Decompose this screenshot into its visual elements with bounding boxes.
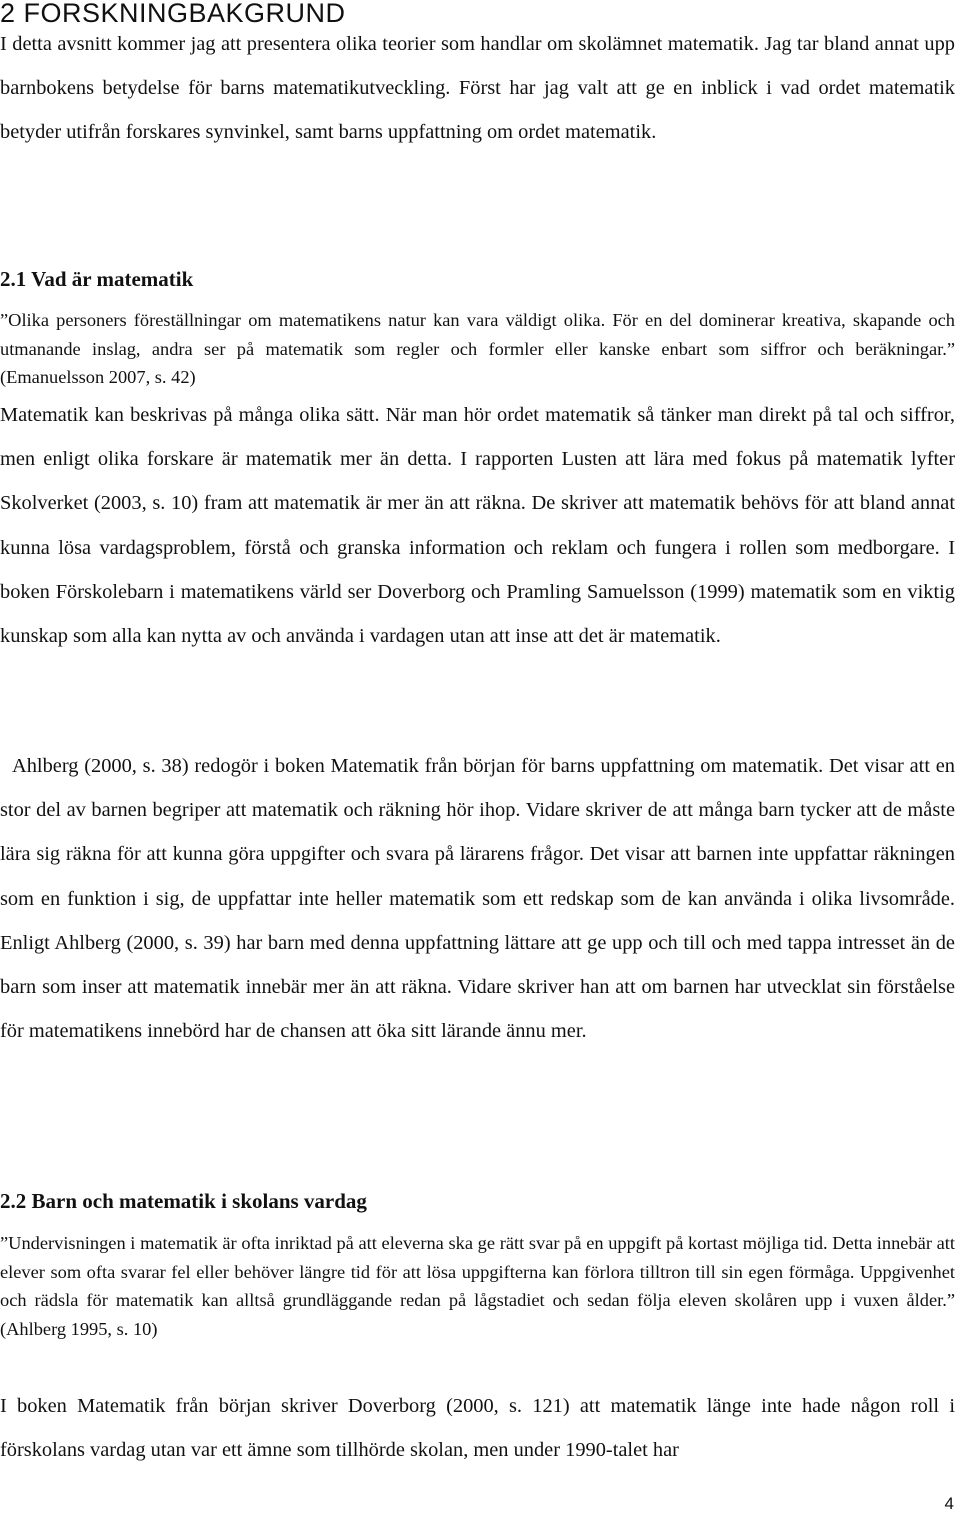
body-paragraph: Ahlberg (2000, s. 38) redogör i boken Matematik från början för barns uppfattning om matematik. Det visar att en stor del av barnen begriper att matematik och räkning hör ihop. Vidare skriver de att många barn tycker att de måste lära sig räkna för att kunna göra uppgifter och svara på lärarens frågor. Det visar att barnen inte uppfattar räkningen som en funktion i sig, de uppfattar inte heller matematik som ett redskap som de kan använda i olika livsområde. Enligt Ahlberg (2000, s. 39) har barn med denna uppfattning lättare att ge upp och till och med tappa intresset än de barn som inser att matematik innebär mer än att räkna. Vidare skriver han att om barnen har utvecklat sin förståelse för matematikens innebörd har de chansen att öka sitt lärande ännu mer. <box>0 755 955 1043</box>
block-quote: ”Undervisningen i matematik är ofta inriktad på att eleverna ska ge rätt svar på en uppgift på kortast möjliga tid. Detta innebär att elever som ofta svarar fel eller behöver längre tid för att lösa uppgifterna kan förlora tilltron till sin egen förmåga. Uppgivenhet och rädsla för matematik kan alltså grundläggande redan på lågstadiet och sedan följa eleven skolåren upp i vuxen ålder.” (Ahlberg 1995, s. 10) <box>0 1233 955 1339</box>
intro-paragraph: I detta avsnitt kommer jag att presentera olika teorier som handlar om skolämnet matematik. Jag tar bland annat upp barnbokens betydelse för barns matematikutveckling. Först har jag valt att ge en inblick i vad ordet matematik betyder utifrån forskares synvinkel, samt barns uppfattning om ordet matematik. <box>0 33 955 144</box>
block-quote: ”Olika personers föreställningar om matematikens natur kan vara väldigt olika. För en del dominerar kreativa, skapande och utmanande inslag, andra ser på matematik som regler och formler eller kanske enbart som siffror och beräkningar.” (Emanuelsson 2007, s. 42) <box>0 310 955 388</box>
body-paragraph: I boken Matematik från början skriver Doverborg (2000, s. 121) att matematik länge inte hade någon roll i förskolans vardag utan var ett ämne som tillhörde skolan, men under 1990-talet har <box>0 1395 955 1462</box>
section-heading: 2.2 Barn och matematik i skolans vardag <box>0 1189 367 1213</box>
chapter-heading: 2 FORSKNINGBAKGRUND <box>0 0 346 28</box>
section-heading: 2.1 Vad är matematik <box>0 267 194 291</box>
body-paragraph: Matematik kan beskrivas på många olika sätt. När man hör ordet matematik så tänker man direkt på tal och siffror, men enligt olika forskare är matematik mer än detta. I rapporten Lusten att lära med fokus på matematik lyfter Skolverket (2003, s. 10) fram att matematik är mer än att räkna. De skriver att matematik behövs för att bland annat kunna lösa vardagsproblem, förstå och granska information och reklam och fungera i rollen som medborgare. I boken Förskolebarn i matematikens värld ser Doverborg och Pramling Samuelsson (1999) matematik som en viktig kunskap som alla kan nytta av och använda i vardagen utan att inse att det är matematik. <box>0 404 955 648</box>
page-number: 4 <box>944 1494 954 1513</box>
